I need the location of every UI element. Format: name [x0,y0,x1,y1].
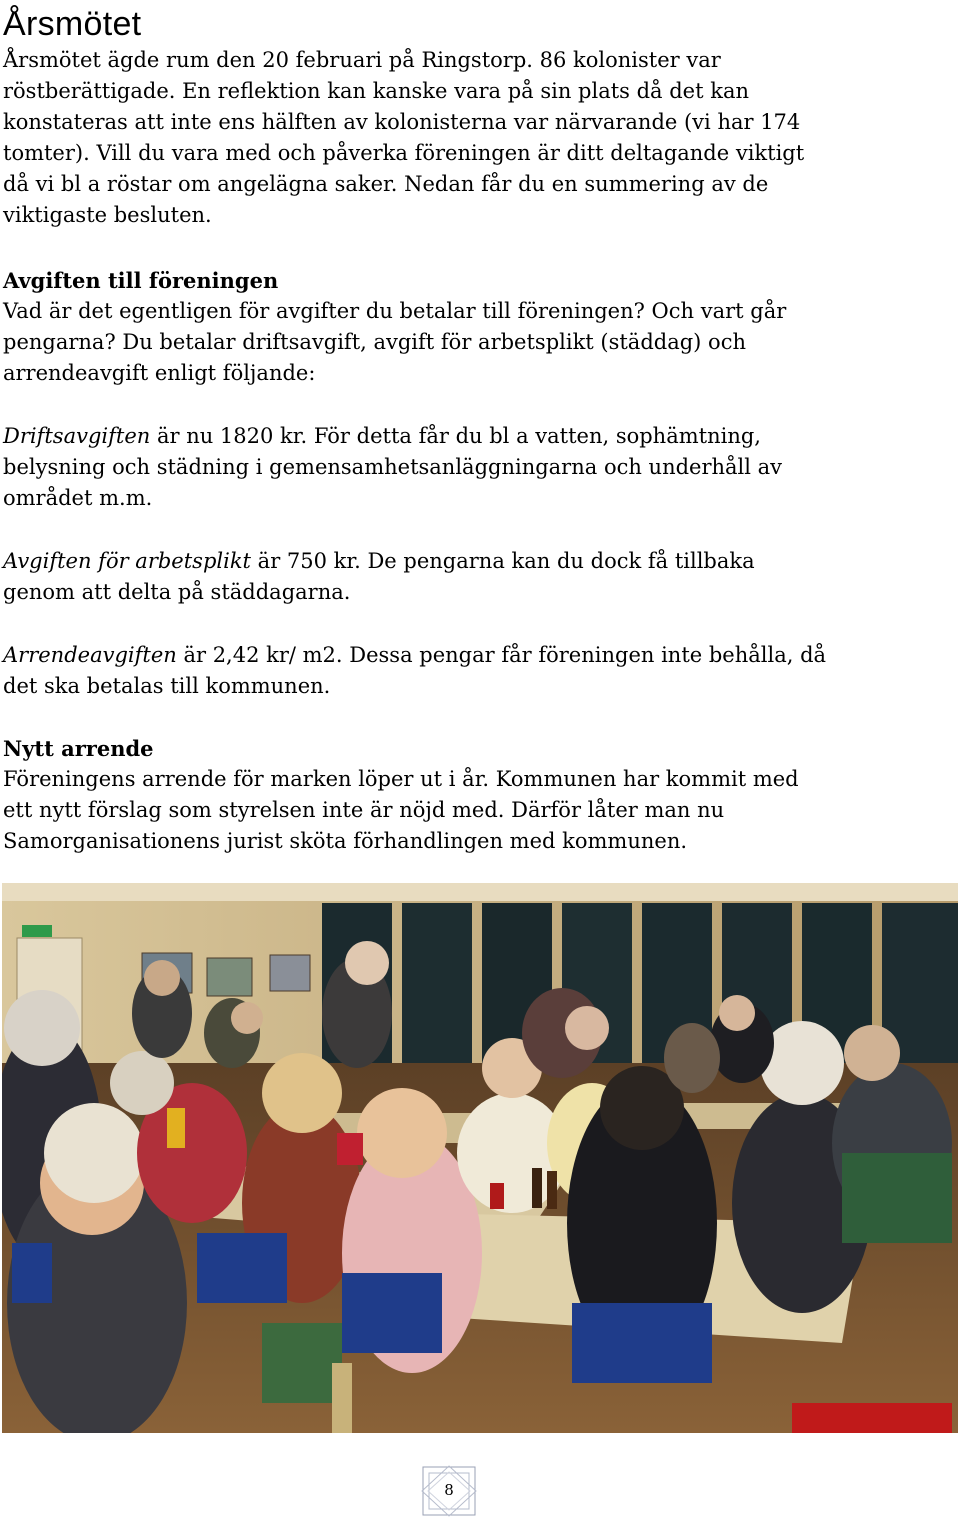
intro-line: Årsmötet ägde rum den 20 februari på Ringstorp. 86 kolonister var [3,48,721,72]
intro-line: viktigaste besluten. [3,203,212,227]
arrende-paragraph [3,640,953,702]
ceiling [2,883,958,901]
page-title: Årsmötet [3,5,142,43]
section-heading-new-lease: Nytt arrende [3,736,154,761]
drift-term: Driftsavgiften [3,424,151,448]
drift-line: belysning och städning i gemensamhetsanläggningarna och underhåll av [3,455,783,479]
new-lease-paragraph [3,764,953,857]
fees-line: Vad är det egentligen för avgifter du betalar till föreningen? Och vart går [3,299,787,323]
intro-line: tomter). Vill du vara med och påverka föreningen är ditt deltagande viktigt [3,141,805,165]
fees-paragraph [3,296,953,389]
meeting-photo [2,883,958,1433]
wall-picture [270,955,310,991]
arbetsplikt-line: är 750 kr. De pengarna kan du dock få tillbaka [251,549,755,573]
page-number: 8 [444,1481,454,1499]
intro-line: konstateras att inte ens hälften av kolonisterna var närvarande (vi har 174 [3,110,801,134]
new-lease-line: Föreningens arrende för marken löper ut i år. Kommunen har kommit med [3,767,799,791]
intro-line: röstberättigade. En reflektion kan kanske vara på sin plats då det kan [3,79,749,103]
arrende-line: det ska betalas till kommunen. [3,674,331,698]
wall-picture [207,958,252,996]
section-heading-fees: Avgiften till föreningen [3,268,279,293]
new-lease-line: ett nytt förslag som styrelsen inte är nöjd med. Därför låter man nu [3,798,725,822]
arbetsplikt-line: genom att delta på städdagarna. [3,580,351,604]
fees-line: arrendeavgift enligt följande: [3,361,316,385]
page-number-badge [420,1464,478,1518]
meeting-photo-illustration [2,883,958,1433]
arbetsplikt-term: Avgiften för arbetsplikt [3,549,251,573]
drift-line: är nu 1820 kr. För detta får du bl a vatten, sophämtning, [150,424,761,448]
intro-line: då vi bl a röstar om angelägna saker. Nedan får du en summering av de [3,172,769,196]
drift-paragraph [3,421,953,514]
new-lease-line: Samorganisationens jurist sköta förhandlingen med kommunen. [3,829,688,853]
drift-line: området m.m. [3,486,153,510]
intro-paragraph [3,45,953,231]
arrende-line: är 2,42 kr/ m2. Dessa pengar får föreningen inte behålla, då [176,643,827,667]
arrende-term: Arrendeavgiften [3,643,177,667]
fees-line: pengarna? Du betalar driftsavgift, avgift för arbetsplikt (städdag) och [3,330,746,354]
arbetsplikt-paragraph [3,546,953,608]
exit-sign [22,925,52,937]
